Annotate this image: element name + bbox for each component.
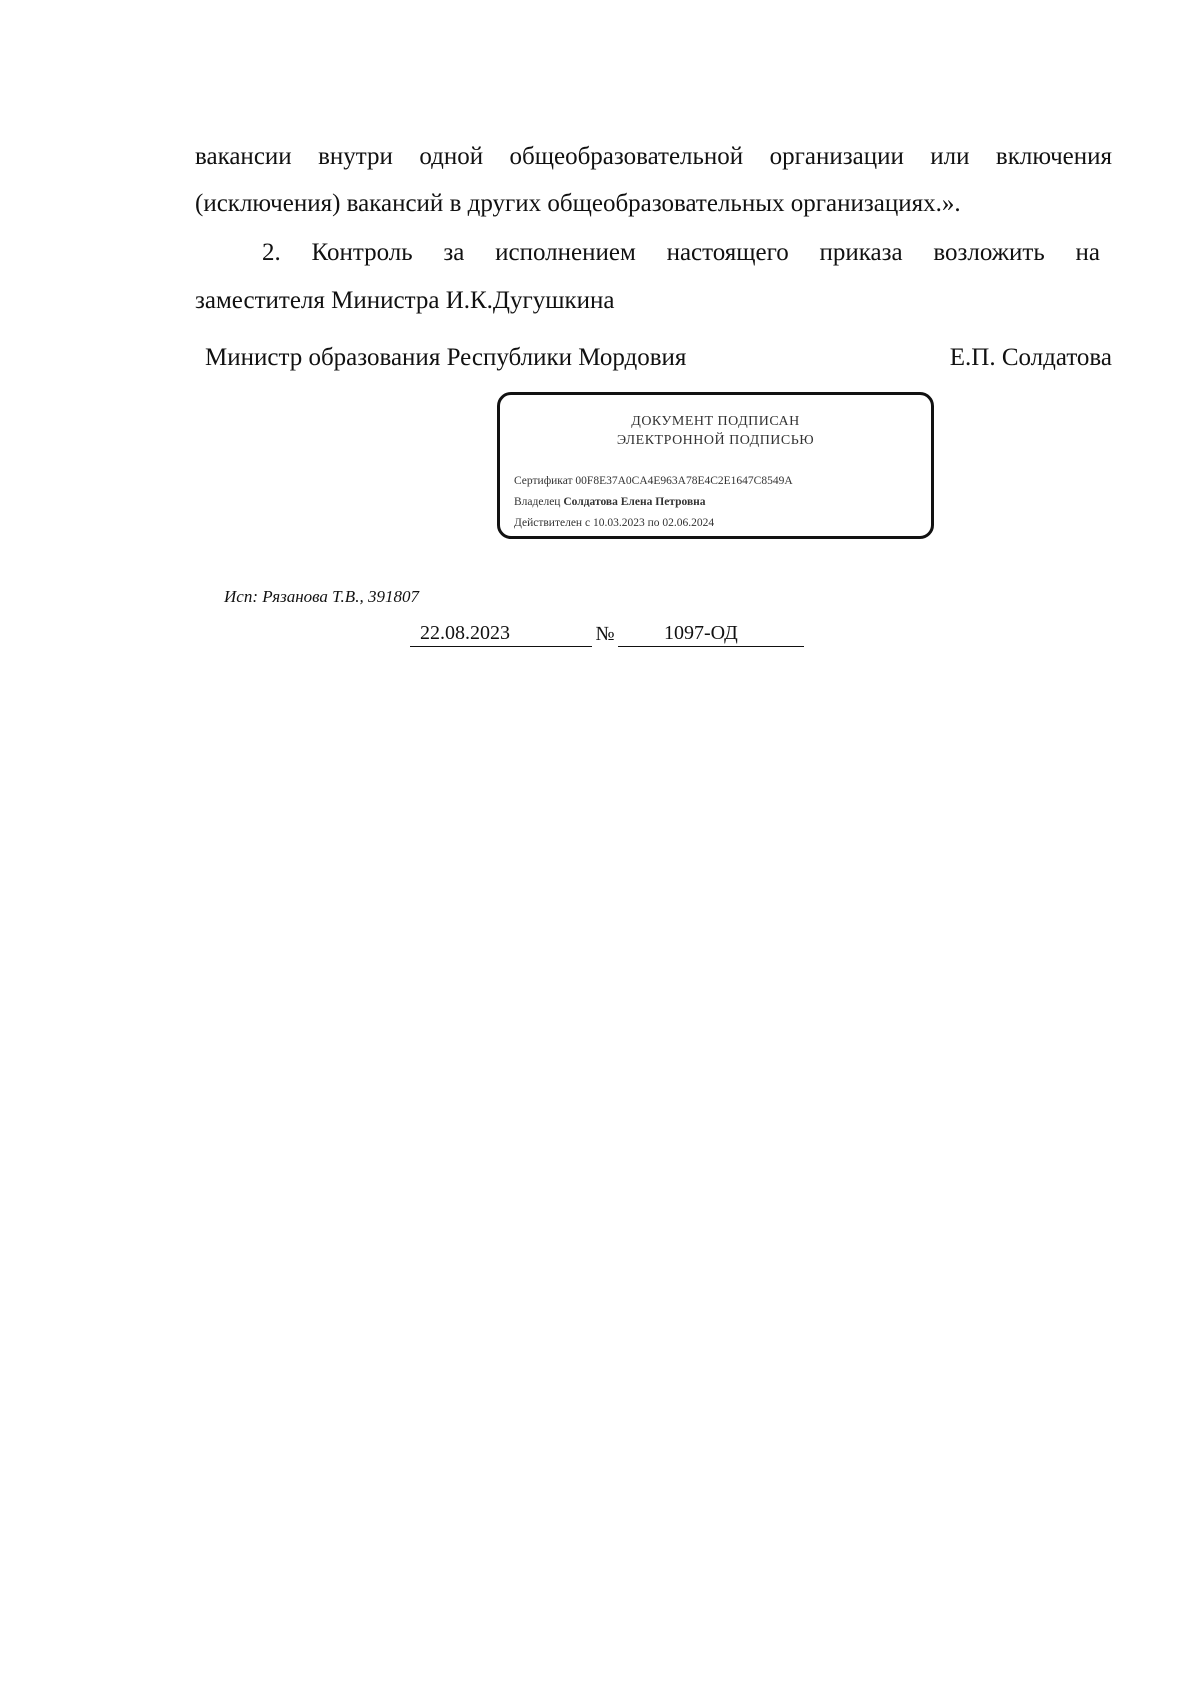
certificate-label: Сертификат <box>514 475 573 487</box>
number-sign: № <box>595 623 615 645</box>
stamp-owner-row <box>514 492 793 513</box>
owner-label: Владелец <box>514 496 561 508</box>
stamp-header-line-1: ДОКУМЕНТ ПОДПИСАН <box>631 414 800 429</box>
paragraph-line-3: 2. Контроль за исполнением настоящего приказа возложить на <box>262 239 1100 266</box>
paragraph-line-2: (исключения) вакансий в других общеобразовательных организациях.». <box>195 190 961 217</box>
electronic-signature-stamp <box>497 392 934 539</box>
stamp-certificate-row <box>514 471 793 492</box>
signature-block <box>205 343 1112 373</box>
stamp-header <box>500 412 931 450</box>
registration-date: 22.08.2023 <box>410 620 592 647</box>
registration-line <box>410 620 804 648</box>
paragraph-line-1: вакансии внутри одной общеобразовательной организации или включения <box>195 143 1112 170</box>
stamp-validity-row <box>514 513 793 534</box>
valid-to-date: 02.06.2024 <box>662 517 715 529</box>
signatory-name: Е.П. Солдатова <box>949 344 1112 371</box>
valid-from-date: 10.03.2023 <box>592 517 645 529</box>
registration-number: 1097-ОД <box>618 620 804 647</box>
owner-value: Солдатова Елена Петровна <box>563 496 706 508</box>
stamp-header-line-2: ЭЛЕКТРОННОЙ ПОДПИСЬЮ <box>616 433 815 448</box>
executor-note: Исп: Рязанова Т.В., 391807 <box>224 587 419 606</box>
valid-from-label: Действителен с <box>514 517 591 529</box>
paragraph-line-4: заместителя Министра И.К.Дугушкина <box>195 287 615 314</box>
valid-to-label: по <box>647 517 660 529</box>
certificate-value: 00F8E37A0CA4E963A78E4C2E1647C8549A <box>575 475 793 487</box>
signatory-title: Министр образования Республики Мордовия <box>205 344 687 371</box>
stamp-details <box>514 471 793 534</box>
